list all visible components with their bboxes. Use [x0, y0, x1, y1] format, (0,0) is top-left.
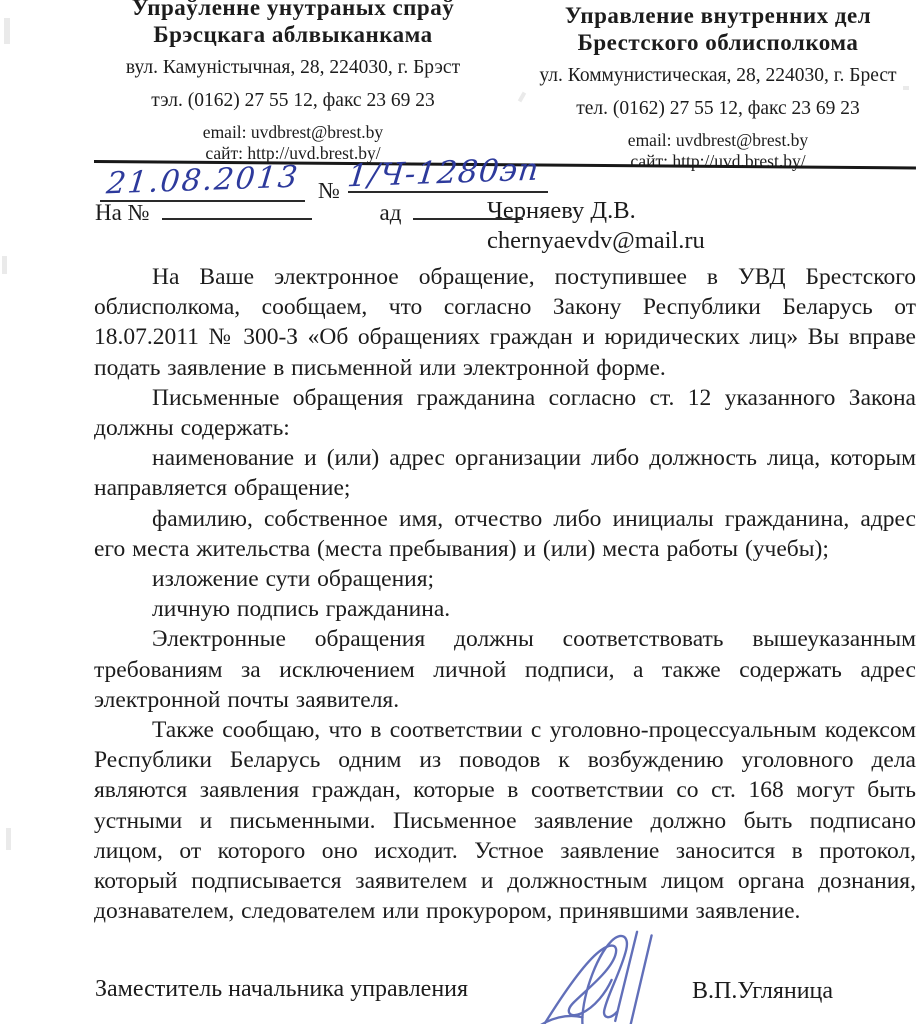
addressee-email: chernyaevdv@mail.ru [487, 227, 705, 254]
scan-artifact [2, 256, 7, 274]
paragraph: наименование и (или) адрес организации либо должность лица, которым направляется обращение; [94, 445, 916, 502]
org-email-by: email: uvdbrest@brest.by [202, 122, 384, 142]
paragraph: На Ваше электронное обращение, поступившее в УВД Брестского облисполкома, сообщаем, что согласно Закону Республики Беларусь от 18.07.2011 № 300-З «Об обращениях граждан и юридических лиц» Вы вправе подать заявление в письменной или электронной форме. [94, 264, 916, 381]
org-email-ru: email: uvdbrest@brest.by [627, 130, 809, 150]
org-address-ru: ул. Коммунистическая, 28, 224030, г. Брест [539, 65, 897, 86]
signer-position-title: Заместитель начальника управления [95, 976, 469, 1002]
org-site-ru: сайт: http://uvd.brest.by/ [630, 151, 806, 171]
org-name-line1-by: Упраўленне унутраных спраў [131, 0, 455, 20]
outgoing-number-field [345, 151, 548, 195]
handwritten-number: 1/Ч-1280эп [345, 151, 542, 195]
reply-number-label: На № [95, 200, 150, 225]
handwritten-date: 21.08.2013 [104, 159, 301, 202]
paragraph: Также сообщаю, что в соответствии с уголовно-процессуальным кодексом Республики Беларусь одним из поводов к возбуждению уголовного дела являются заявления граждан, которые в соответствии со ст. 168 могут быть устными и письменными. Письменное заявление должно быть подписано лицом, от которого оно исходит. Устное заявление заносится в протокол, который подписывается заявителем и должностным лицом органа дознания, дознавателем, следователем или прокурором, принявшими заявление. [94, 717, 916, 925]
letter-body [94, 262, 916, 926]
org-name-line1-ru: Управление внутренних дел [564, 3, 872, 28]
paragraph: изложение сути обращения; [152, 566, 435, 593]
scan-artifact [4, 18, 10, 44]
org-site-by: сайт: http://uvd.brest.by/ [205, 143, 381, 163]
paragraph: фамилию, собственное имя, отчество либо инициалы гражданина, адрес его места жительства (места пребывания) и (или) места работы (учебы); [94, 505, 916, 562]
org-phone-ru: тел. (0162) 27 55 12, факс 23 69 23 [576, 98, 860, 119]
letterhead-left [88, 0, 498, 164]
reply-number-blank [162, 198, 312, 220]
handwritten-signature-icon [520, 930, 695, 1024]
org-name-line2-by: Брэсцкага аблвыканкама [153, 22, 433, 47]
signer-name: В.П.Угляница [692, 978, 834, 1004]
number-sign-label: № [318, 178, 340, 203]
paragraph: Электронные обращения должны соответствовать вышеуказанным требованиям за исключением личной подписи, а также содержать адрес электронной почты заявителя. [94, 626, 916, 713]
scan-artifact [903, 86, 909, 90]
org-phone-by: тэл. (0162) 27 55 12, факс 23 69 23 [151, 90, 435, 111]
letterhead-right [518, 2, 918, 172]
paragraph: Письменные обращения гражданина согласно ст. 12 указанного Закона должны содержать: [94, 384, 916, 442]
org-name-line2-ru: Брестского облисполкома [577, 30, 859, 55]
scan-artifact [6, 828, 11, 850]
reply-from-label: ад [379, 200, 402, 225]
addressee-block [487, 196, 705, 256]
org-address-by: вул. Камуністычная, 28, 224030, г. Брэст [125, 57, 461, 78]
outgoing-date-field [100, 159, 305, 202]
addressee-name: Черняеву Д.В. [487, 197, 636, 224]
paragraph: личную подпись гражданина. [152, 596, 451, 623]
reply-reference-row [95, 198, 523, 226]
